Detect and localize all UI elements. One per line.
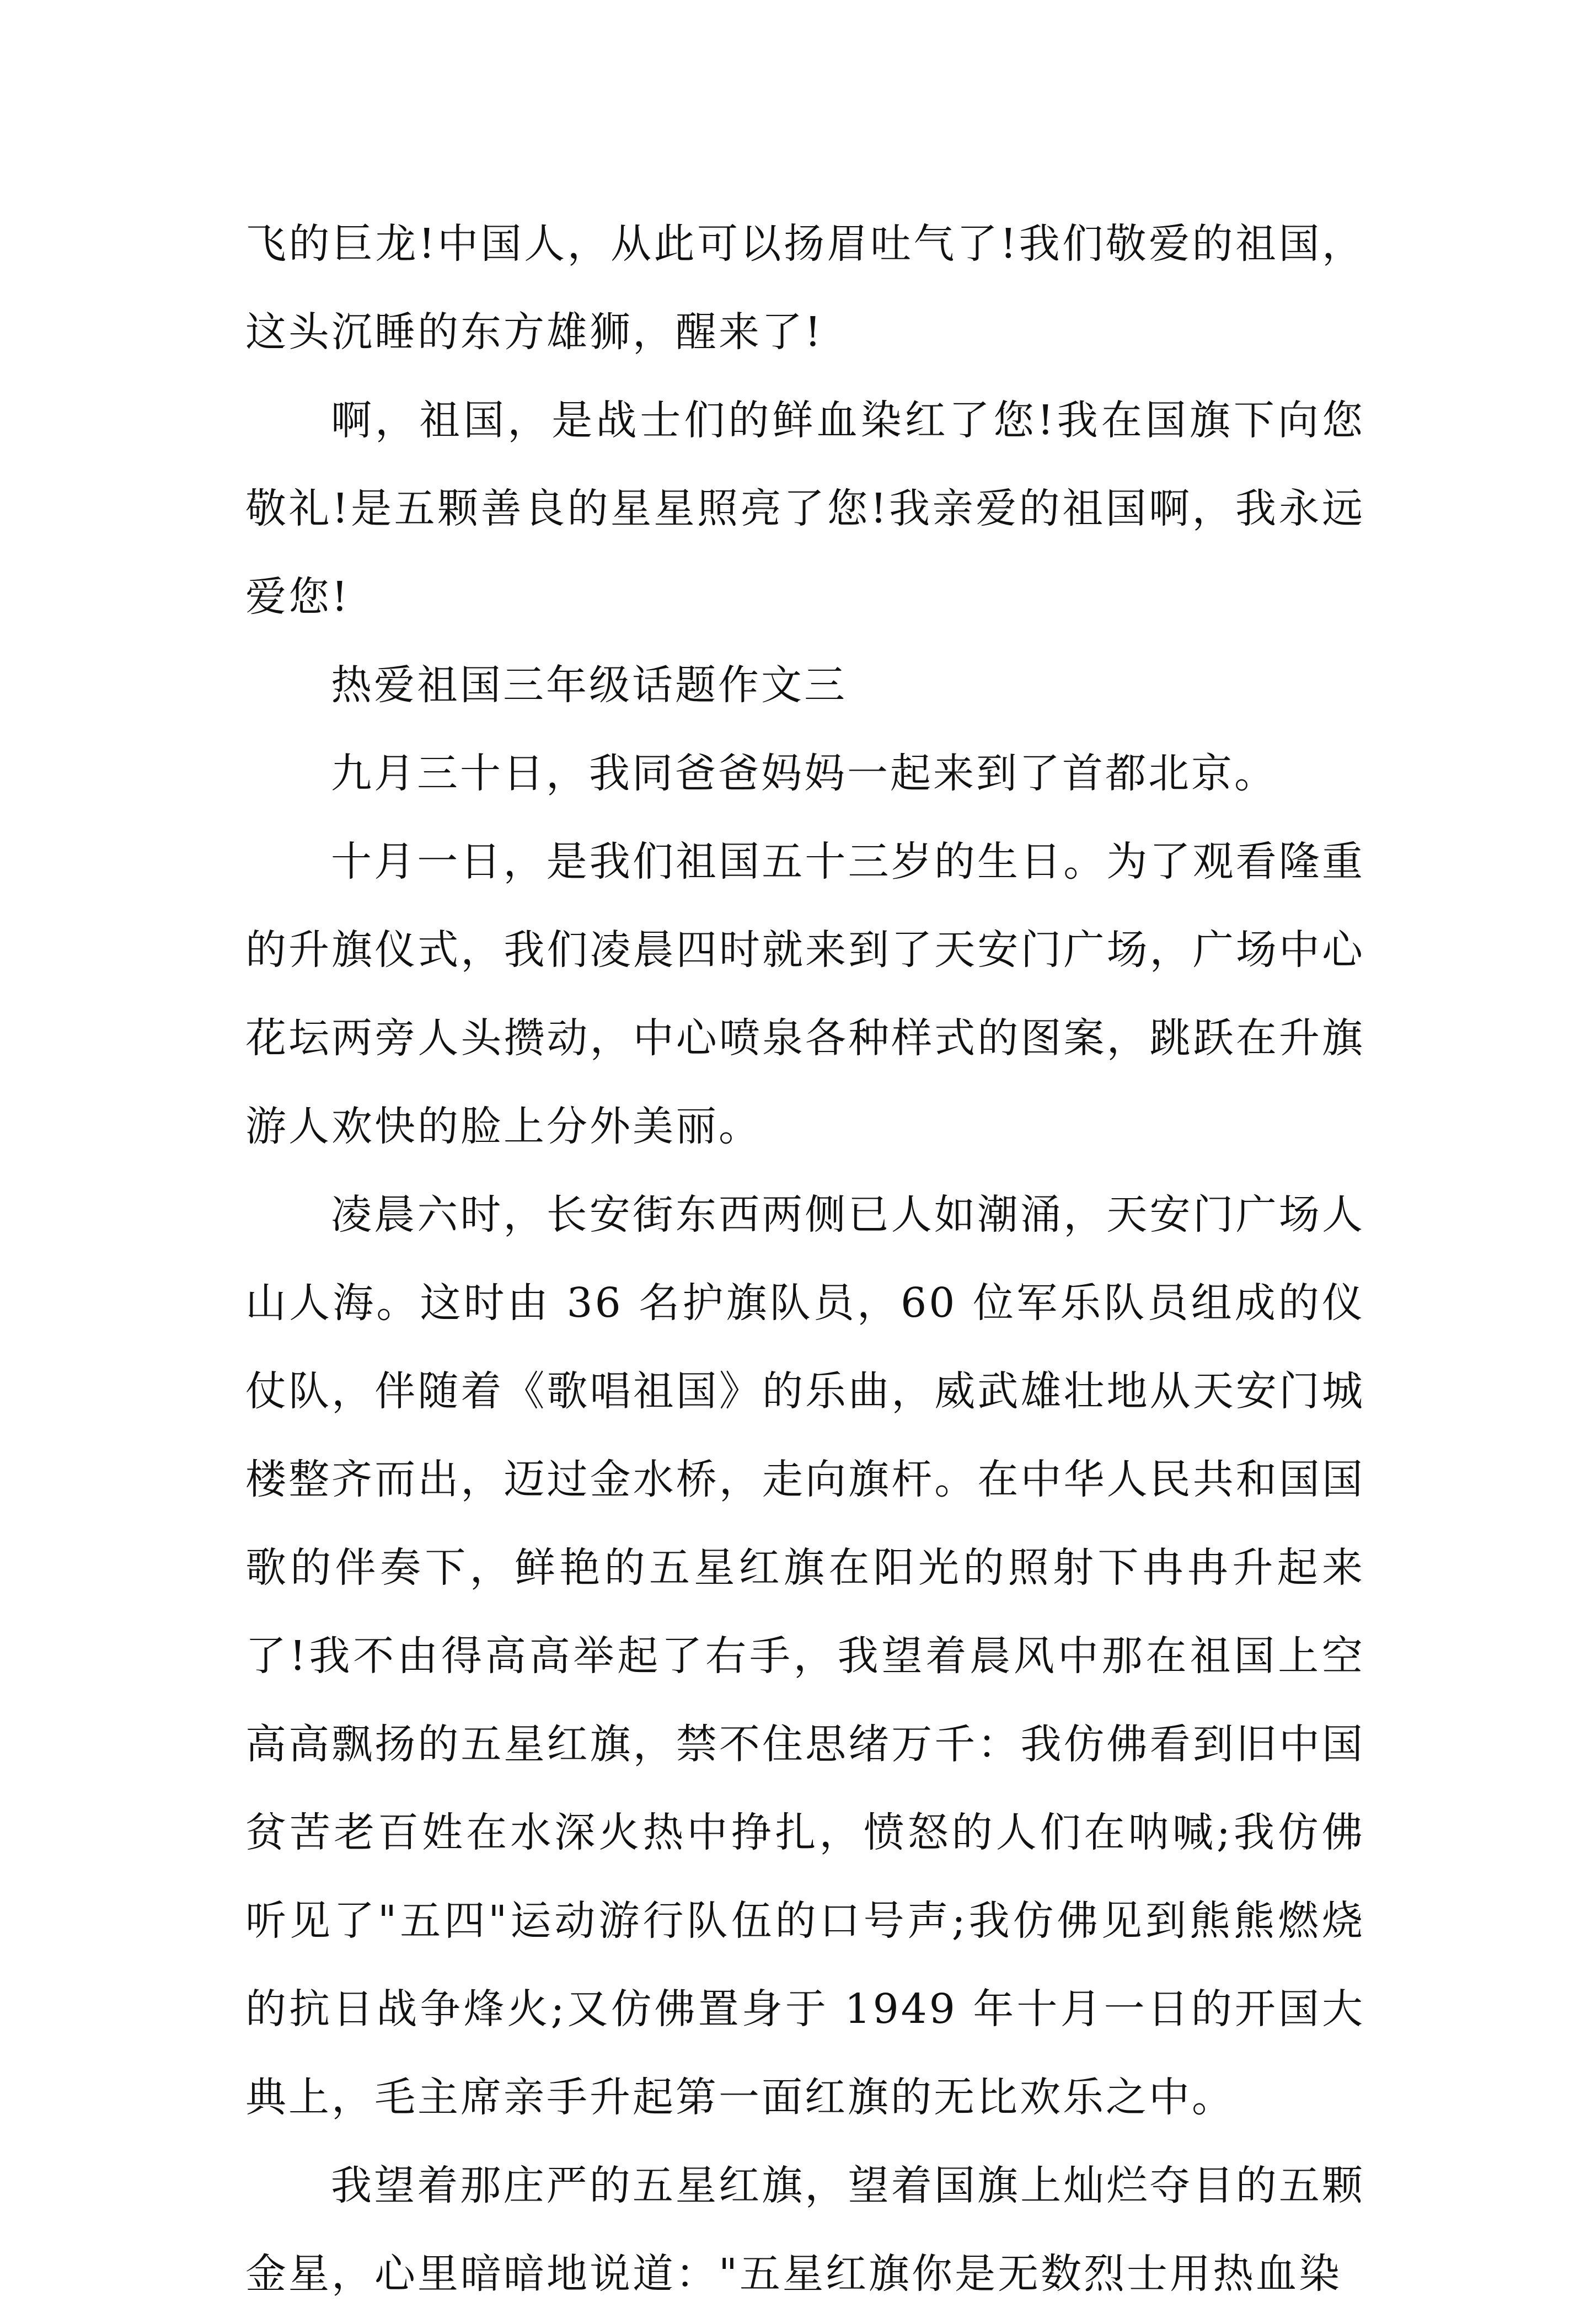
essay-title: 热爱祖国三年级话题作文三 bbox=[331, 661, 847, 709]
paragraph: 凌晨六时，长安街东西两侧已人如潮涌，天安门广场人山人海。这时由 36 名护旗队员，60 位军乐队员组成的仪仗队，伴随着《歌唱祖国》的乐曲，威武雄壮地从天安门城楼整齐而出，迈过金水桥，走向旗杆。在中华人民共和国国歌的伴奏下，鲜艳的五星红旗在阳光的照射下冉冉升起来了!我不由得高高举起了右手，我望着晨风中那在祖国上空高高飘扬的五星红旗，禁不住思绪万千：我仿佛看到旧中国贫苦老百姓在水深火热中挣扎，愤怒的人们在呐喊;我仿佛听见了"五四"运动游行队伍的口号声;我仿佛见到熊熊燃烧的抗日战争烽火;又仿佛置身于 1949 年十月一日的开国大典上，毛主席亲手升起第一面红旗的无比欢乐之中。 bbox=[245, 1191, 1365, 2121]
paragraph: 我望着那庄严的五星红旗，望着国旗上灿烂夺目的五颗金星，心里暗暗地说道："五星红旗你是无数烈士用热血染 bbox=[245, 2162, 1365, 2298]
paragraph: 啊，祖国，是战士们的鲜血染红了您!我在国旗下向您敬礼!是五颗善良的星星照亮了您!我亲爱的祖国啊，我永远爱您! bbox=[245, 397, 1365, 621]
paragraph: 九月三十日，我同爸爸妈妈一起来到了首都北京。 bbox=[331, 750, 1277, 797]
paragraph: 十月一日，是我们祖国五十三岁的生日。为了观看隆重的升旗仪式，我们凌晨四时就来到了天安门广场，广场中心花坛两旁人头攒动，中心喷泉各种样式的图案，跳跃在升旗游人欢快的脸上分外美丽。 bbox=[245, 838, 1365, 1150]
paragraph-continuation: 飞的巨龙!中国人，从此可以扬眉吐气了!我们敬爱的祖国，这头沉睡的东方雄狮，醒来了! bbox=[245, 220, 1365, 356]
document-body bbox=[245, 200, 1365, 2318]
